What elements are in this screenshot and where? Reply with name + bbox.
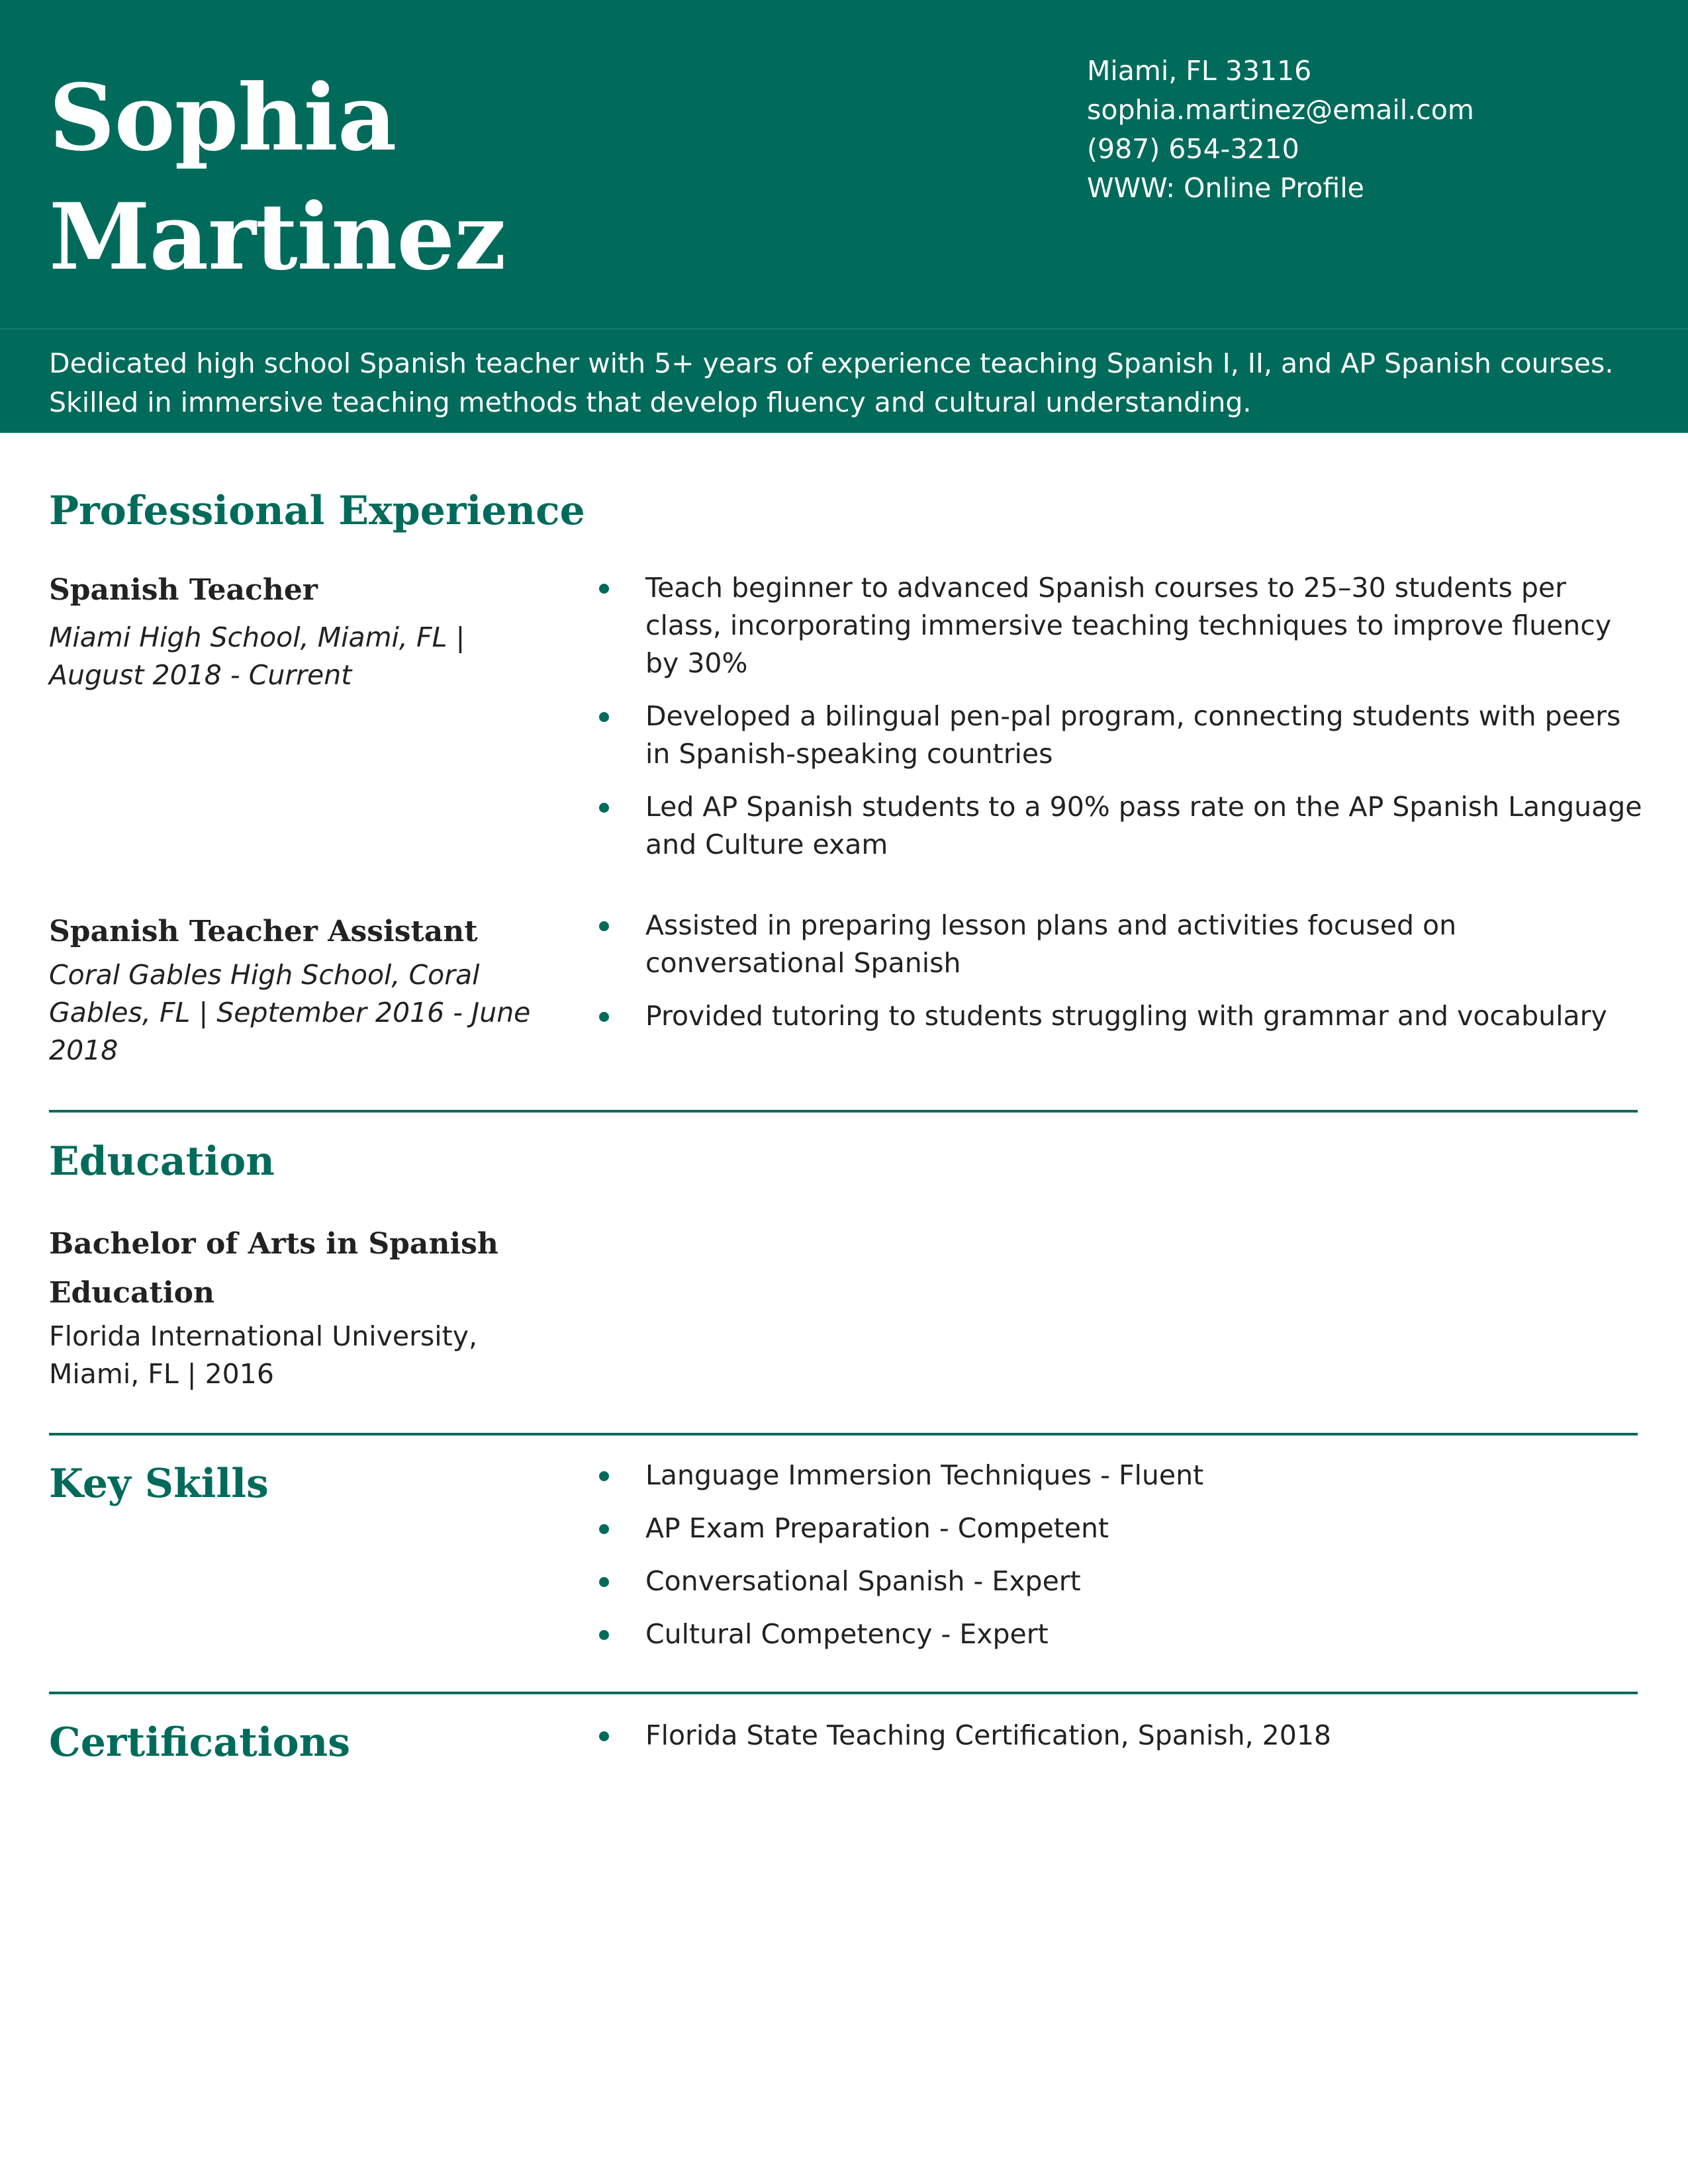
section-divider [49, 1692, 1638, 1694]
degree-line-2: Education [49, 1276, 214, 1310]
list-item: Cultural Competency - Expert [645, 1615, 1645, 1653]
list-item: Led AP Spanish students to a 90% pass rate on the AP Spanish Language and Culture exam [645, 788, 1645, 864]
list-item: Florida State Teaching Certification, Spanish, 2018 [645, 1717, 1645, 1754]
contact-info [1087, 52, 1474, 208]
degree-line-1: Bachelor of Arts in Spanish [49, 1227, 498, 1261]
summary-band [0, 330, 1688, 433]
section-title-experience: Professional Experience [49, 488, 585, 534]
list-item: Conversational Spanish - Expert [645, 1563, 1645, 1600]
list-item: Provided tutoring to students struggling with grammar and vocabulary [645, 997, 1645, 1035]
contact-email[interactable]: sophia.martinez@email.com [1087, 94, 1474, 126]
list-item: Teach beginner to advanced Spanish courses to 25–30 students per class, incorporating immersive teaching techniques to improve fluency by 30% [645, 569, 1645, 682]
job-meta-2: Coral Gables High School, Coral Gables, FL | September 2016 - June 2018 [49, 959, 531, 1066]
professional-summary: Dedicated high school Spanish teacher with 5+ years of experience teaching Spanish I, II, and AP Spanish courses. Skilled in immersive teaching methods that develop fluency and cultural understanding. [49, 347, 1614, 418]
section-title-skills: Key Skills [49, 1461, 269, 1507]
job-bullets-2 [645, 907, 1645, 1050]
list-item: AP Exam Preparation - Competent [645, 1510, 1645, 1547]
last-name: Martinez [49, 183, 506, 291]
job-title-1: Spanish Teacher [49, 573, 318, 607]
job-title-2: Spanish Teacher Assistant [49, 915, 478, 948]
first-name: Sophia [49, 64, 397, 171]
section-divider [49, 1110, 1638, 1113]
resume-header [0, 0, 1688, 328]
contact-address: Miami, FL 33116 [1087, 55, 1312, 87]
job-meta-1: Miami High School, Miami, FL | August 2018 - Current [49, 621, 465, 691]
contact-phone[interactable]: (987) 654-3210 [1087, 133, 1299, 165]
list-item: Developed a bilingual pen-pal program, connecting students with peers in Spanish-speaking countries [645, 698, 1645, 773]
section-title-education: Education [49, 1138, 275, 1185]
job-bullets-1 [645, 569, 1645, 879]
certifications-list [645, 1717, 1645, 1770]
list-item: Language Immersion Techniques - Fluent [645, 1457, 1645, 1494]
education-school: Florida International University, Miami, FL | 2016 [49, 1320, 478, 1390]
skills-list [645, 1457, 1645, 1668]
section-divider [49, 1433, 1638, 1435]
contact-website[interactable]: WWW: Online Profile [1087, 172, 1364, 204]
list-item: Assisted in preparing lesson plans and activities focused on conversational Spanish [645, 907, 1645, 982]
section-title-certifications: Certifications [49, 1719, 351, 1766]
